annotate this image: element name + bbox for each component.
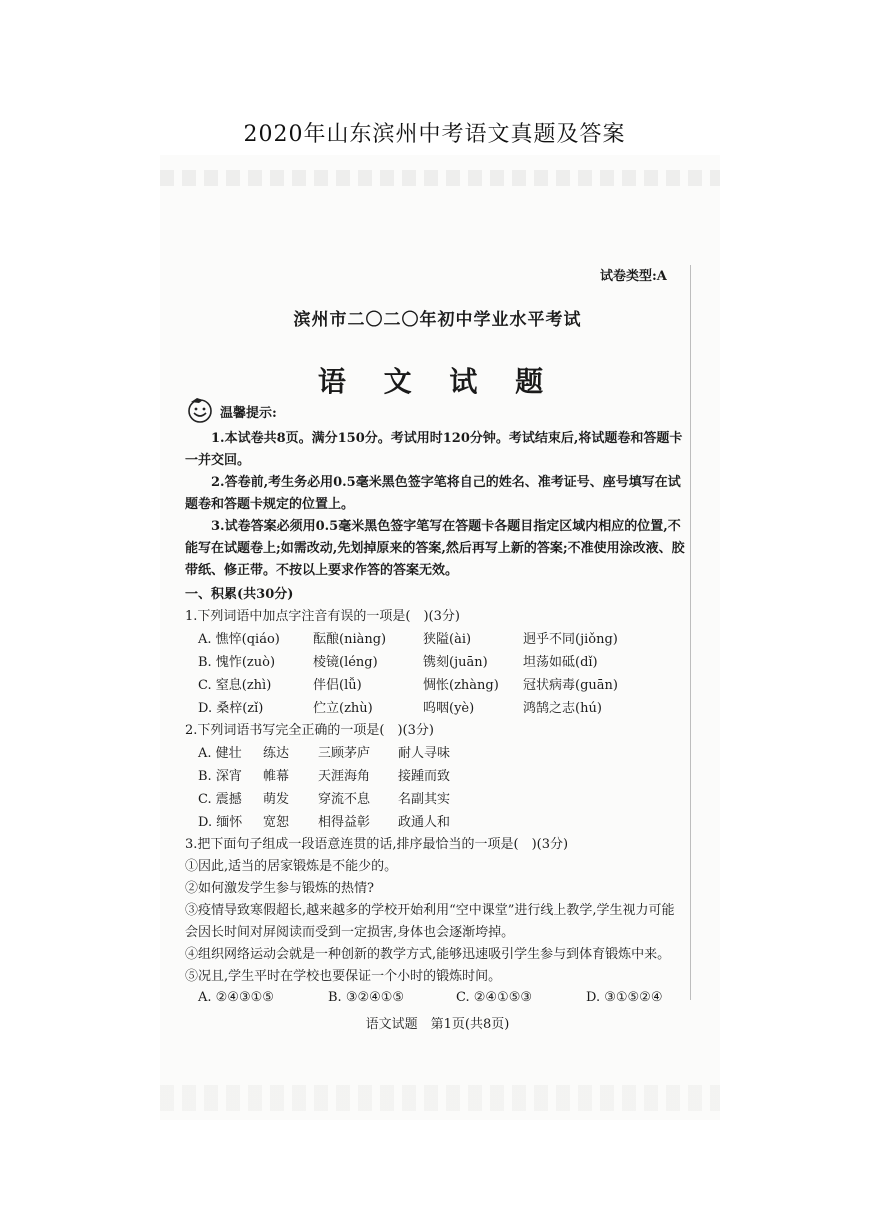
q2-stem: 2.下列词语书写完全正确的一项是( )(3分): [185, 723, 434, 738]
q3-sentence-4: ④组织网络运动会就是一种创新的教学方式,能够迅速吸引学生参与到体育锻炼中来。: [185, 947, 671, 962]
q3-sentence-3: ③疫情导致寒假超长,越来越多的学校开始利用“空中课堂”进行线上教学,学生视力可能会因长时间对屏阅读而受到一定损害,身体也会逐渐垮掉。: [185, 903, 675, 940]
tip-2: 2.答卷前,考生务必用0.5毫米黑色签字笔将自己的姓名、准考证号、座号填写在试题卷和答题卡规定的位置上。: [185, 475, 681, 512]
tips-title: 温馨提示:: [220, 406, 277, 421]
bleed-through: [160, 170, 720, 186]
paper-type: 试卷类型:A: [600, 269, 667, 284]
tip-3: 3.试卷答案必须用0.5毫米黑色签字笔写在答题卡各题目指定区域内相应的位置,不能写在试题卷上;如需改动,先划掉原来的答案,然后再写上新的答案;不准使用涂改液、胶带纸、修正带。不按以上要求作答的答案无效。: [185, 519, 685, 578]
q3-sentence-2: ②如何激发学生参与锻炼的热情?: [185, 881, 374, 896]
exam-name: 滨州市二〇二〇年初中学业水平考试: [293, 310, 582, 330]
smiley-icon: [185, 395, 215, 425]
section-heading: 一、积累(共30分): [185, 587, 294, 602]
tip-1: 1.本试卷共8页。满分150分。考试用时120分钟。考试结束后,将试题卷和答题卡一并交回。: [185, 431, 683, 468]
document-title: 2020年山东滨州中考语文真题及答案: [243, 122, 626, 147]
margin-line: [690, 265, 691, 1000]
q3-sentence-5: ⑤况且,学生平时在学校也要保证一个小时的锻炼时间。: [185, 969, 502, 984]
q1-stem: 1.下列词语中加点字注音有误的一项是( )(3分): [185, 609, 460, 624]
subject-title: 语 文 试 题: [317, 365, 558, 398]
q3-sentence-1: ①因此,适当的居家锻炼是不能少的。: [185, 859, 398, 874]
page-footer: 语文试题 第1页(共8页): [365, 1017, 510, 1032]
q3-stem: 3.把下面句子组成一段语意连贯的话,排序最恰当的一项是( )(3分): [185, 837, 569, 852]
bleed-through-bottom: [160, 1085, 720, 1111]
